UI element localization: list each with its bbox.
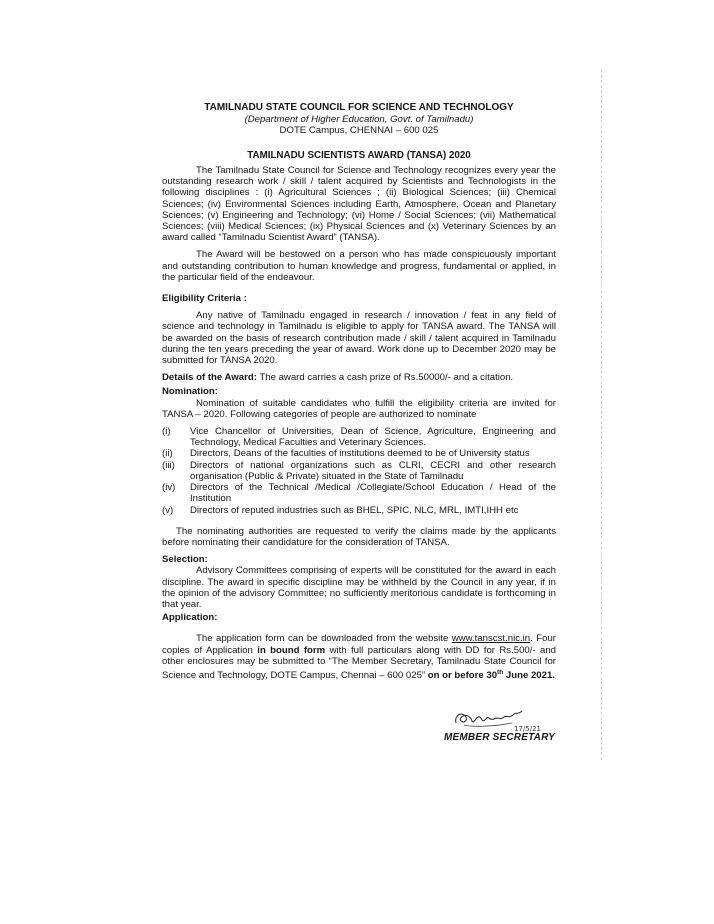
signatory-role: MEMBER SECRETARY [444, 732, 556, 743]
nomination-closing: The nominating authorities are requested to verify the claims made by the applicants before nominating their candidature for the consideration of TANSA. [162, 525, 556, 548]
list-item [162, 426, 556, 448]
award-title: TAMILNADU SCIENTISTS AWARD (TANSA) 2020 [247, 149, 471, 161]
list-item [162, 460, 556, 482]
details-paragraph [162, 372, 556, 383]
eligibility-text: Any native of Tamilnadu engaged in research / innovation / feat in any field of science and technology in Tamilnadu is eligible to apply for TANSA award. The TANSA will be awarded on the basis of research contribution made / skill / talent acquired in Tamilnadu during the ten years preceding the year of award. Work done up to December 2020 may be submitted for TANSA 2020. [162, 310, 556, 367]
details-text: The award carries a cash prize of Rs.50000/- and a citation. [256, 372, 514, 384]
website-link[interactable]: www.tanscst.nic.in [451, 633, 531, 645]
list-item-text: Vice Chancellor of Universities, Dean of Science, Agriculture, Engineering and Technology, Medical Faculties and Veterinary Sciences. [190, 426, 556, 449]
list-item-number: (ii) [162, 448, 173, 460]
application-heading: Application: [162, 612, 218, 624]
deadline-suffix: June 2021. [503, 670, 555, 682]
list-item-text: Directors of reputed industries such as BHEL, SPIC, NLC, MRL, IMTI,IHH etc [190, 504, 519, 516]
intro-paragraph: The Tamilnadu State Council for Science and Technology recognizes every year the outstanding research work / skill / talent acquired by Scientists and Technologists in the following disciplines : (i) Agricultural Sciences ; (ii) Biological Sciences; (iii) Chemical Sciences; (iv) Environmental Sciences including Earth, Atmosphere, Ocean and Planetary Sciences; (v) Engineering and Technology; (vi) Home / Social Sciences; (vii) Mathematical Sciences; (viii) Medical Sciences; (ix) Physical Sciences and (x) Veterinary Sciences by an award called “Tamilnadu Scientist Award” (TANSA). [162, 165, 556, 244]
eligibility-heading: Eligibility Criteria : [162, 293, 247, 305]
nomination-text: Nomination of suitable candidates who fulfill the eligibility criteria are invited for TANSA – 2020. Following categories of people are authorized to nominate [162, 397, 556, 420]
list-item-text: Directors of the Technical /Medical /Collegiate/School Education / Head of the Institution [190, 482, 556, 505]
application-text-part: with full particulars along with DD for Rs.500/- and other enclosures may be submitted to “The Member Secretary, Tamilnadu State Council for Science and Technology, DOTE Campus, Chennai – 600 025” [162, 644, 557, 682]
list-item [162, 448, 556, 459]
signature-date: 17/5/21 [514, 725, 541, 733]
notice-body [162, 102, 556, 681]
scan-edge-line [601, 70, 602, 760]
selection-heading: Selection: [162, 554, 208, 566]
award-paragraph: The Award will be bestowed on a person who has made conspicuously important and outstanding contribution to human knowledge and progress, fundamental or applied, in the particular field of the endeavour. [162, 249, 556, 283]
selection-text: Advisory Committees comprising of experts will be constituted for the award in each discipline. The award in specific discipline may be withheld by the Council in any year, if in the opinion of the advisory Committee; no sufficiently meritorious candidate is forthcoming in that year. [162, 565, 556, 610]
department-line: (Department of Higher Education, Govt. of Tamilnadu) [244, 114, 474, 125]
bound-form-text: in bound form [257, 644, 326, 656]
list-item-text: Directors, Deans of the faculties of institutions deemed to be of University status [190, 448, 530, 460]
deadline-text [428, 670, 555, 681]
list-item-text: Directors of national organizations such as CLRI, CECRI and other research organisation (Public & Private) situated in the State of Tamilnadu [190, 459, 556, 482]
address-line: DOTE Campus, CHENNAI – 600 025 [279, 125, 439, 137]
application-text-part: The application form can be downloaded from the website [196, 633, 452, 645]
details-heading: Details of the Award: [162, 372, 257, 384]
deadline-prefix: on or before 30 [427, 670, 498, 682]
list-item [162, 505, 556, 516]
application-text [162, 633, 556, 681]
nominator-list [162, 426, 556, 516]
org-name: TAMILNADU STATE COUNCIL FOR SCIENCE AND TECHNOLOGY [204, 102, 514, 113]
list-item-number: (v) [162, 504, 174, 516]
list-item-number: (i) [162, 426, 171, 438]
nomination-heading: Nomination: [162, 386, 218, 398]
deadline-superscript: th [497, 668, 504, 676]
list-item [162, 482, 556, 504]
list-item-number: (iv) [162, 482, 176, 494]
application-text-part: . Four copies of Application [162, 633, 557, 656]
list-item-number: (iii) [162, 459, 175, 471]
